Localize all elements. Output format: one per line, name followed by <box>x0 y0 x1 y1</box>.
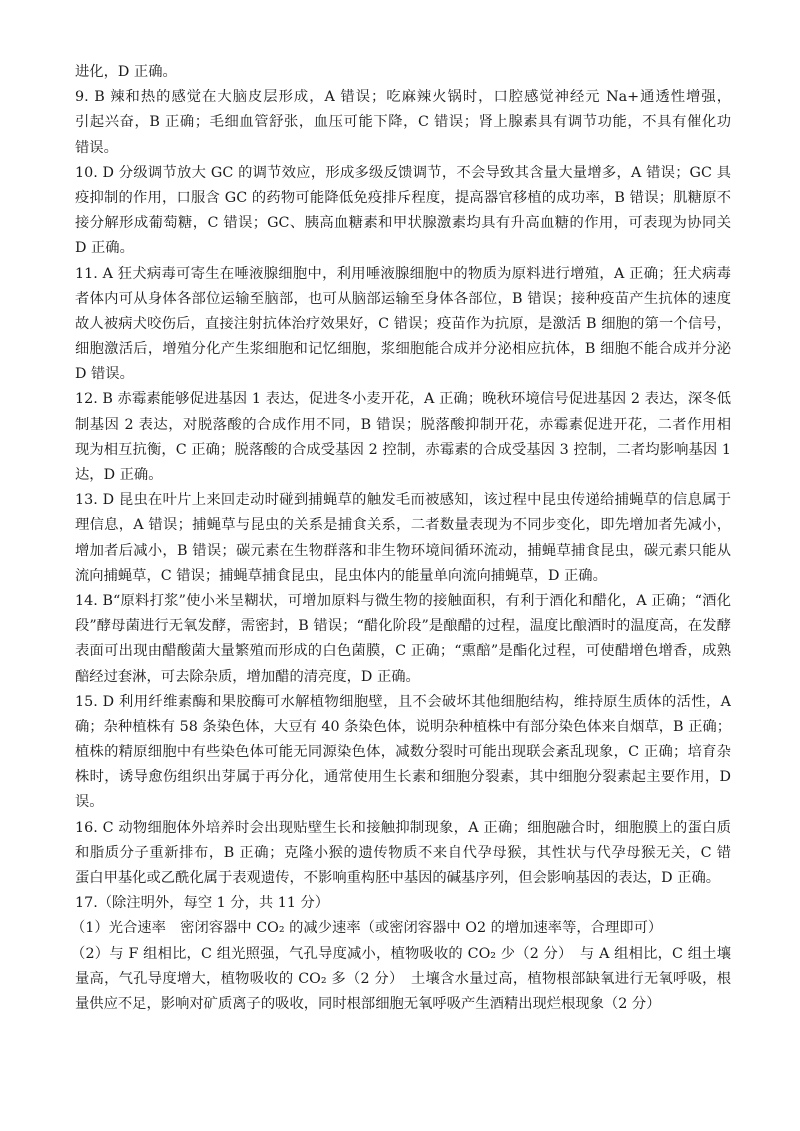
text-line: 细胞激活后，增殖分化产生浆细胞和记忆细胞，浆细胞能合成并分泌相应抗体，B 细胞不能合成并分泌 <box>75 341 731 358</box>
text-line: 和脂质分子重新排布，B 正确；克隆小猴的遗传物质不来自代孕母猴，其性状与代孕母猴无关，C 错 <box>75 844 731 861</box>
text-line: 10. D 分级调节放大 GC 的调节效应，形成多级反馈调节，不会导致其含量大量增多，A 错误；GC 具 <box>75 164 731 181</box>
item-15 <box>75 690 731 816</box>
text-line: 误。 <box>75 794 104 811</box>
item-12 <box>75 387 731 488</box>
text-line: 理信息，A 错误；捕蝇草与昆虫的关系是捕食关系，二者数量表现为不同步变化，即先增加者先减小， <box>75 517 731 534</box>
item-17-header <box>75 891 731 916</box>
text-line: 14. B“原料打浆”使小米呈糊状，可增加原料与微生物的接触面积，有利于酒化和醋化，A 正确；“酒化 <box>75 592 731 609</box>
text-line: 增加者后减小，B 错误；碳元素在生物群落和非生物环境间循环流动，捕蝇草捕食昆虫，碳元素只能从 <box>75 542 731 559</box>
text-line: 醅经过套淋，可去除杂质，增加醋的清亮度，D 正确。 <box>75 668 420 685</box>
text-line: 接分解形成葡萄糖，C 错误；GC、胰高血糖素和甲状腺激素均具有升高血糖的作用，可表现为协同关 <box>75 215 731 232</box>
text-line: 现为相互抗衡，C 正确；脱落酸的合成受基因 2 控制，赤霉素的合成受基因 3 控制，二者均影响基因 1 <box>75 441 731 458</box>
text-line: 故人被病犬咬伤后，直接注射抗体治疗效果好，C 错误；疫苗作为抗原，是激活 B 细胞的第一个信号， <box>75 315 731 332</box>
text-line: 制基因 2 表达，对脱落酸的合成作用不同，B 错误；脱落酸抑制开花，赤霉素促进开花，二者作用相 <box>75 416 731 433</box>
text-line: 株时，诱导愈伤组织出芽属于再分化，通常使用生长素和细胞分裂素，其中细胞分裂素起主要作用，D <box>75 769 731 786</box>
text-line: 11. A 狂犬病毒可寄生在唾液腺细胞中，利用唾液腺细胞中的物质为原料进行增殖，A 正确；狂犬病毒 <box>75 265 731 282</box>
text-line: 疫抑制的作用，口服含 GC 的药物可能降低免疫排斥程度，提高器官移植的成功率，B 错误；肌糖原不 <box>75 189 731 206</box>
text-line: 13. D 昆虫在叶片上来回走动时碰到捕蝇草的触发毛而被感知，该过程中昆虫传递给捕蝇草的信息属于 <box>75 492 731 509</box>
item-10 <box>75 161 731 262</box>
item-17-part-2 <box>71 942 731 1018</box>
item-16 <box>75 816 731 892</box>
text-line: （1）光合速率 密闭容器中 CO₂ 的减少速率（或密闭容器中 O2 的增加速率等，合理即可） <box>71 920 663 937</box>
text-line: 表面可出现由醋酸菌大量繁殖而形成的白色菌膜，C 正确；“熏醅”是酯化过程，可使醋增色增香，成熟 <box>75 643 731 660</box>
text-line: D 正确。 <box>75 240 134 257</box>
text-line: 进化，D 正确。 <box>75 64 177 80</box>
item-14 <box>75 589 731 690</box>
text-line: 引起兴奋，B 正确；毛细血管舒张，血压可能下降，C 错误；肾上腺素具有调节功能，不具有催化功 <box>75 114 731 131</box>
text-line: 量供应不足，影响对矿质离子的吸收，同时根部细胞无氧呼吸产生酒精出现烂根现象（2 分） <box>75 995 661 1012</box>
text-line: 15. D 利用纤维素酶和果胶酶可水解植物细胞壁，且不会破坏其他细胞结构，维持原生质体的活性，A <box>75 693 731 710</box>
item-8-tail <box>75 60 731 85</box>
item-17-part-1 <box>71 916 731 941</box>
text-line: 者体内可从身体各部位运输至脑部，也可从脑部运输至身体各部位，B 错误；接种疫苗产生抗体的速度 <box>75 290 731 307</box>
text-line: D 错误。 <box>75 366 134 383</box>
text-line: 植株的精原细胞中有些染色体可能无同源染色体，减数分裂时可能出现联会紊乱现象，C 正确；培育杂 <box>75 744 731 761</box>
item-11 <box>75 262 731 388</box>
answer-document <box>71 60 731 1017</box>
text-line: 9. B 辣和热的感觉在大脑皮层形成，A 错误；吃麻辣火锅时，口腔感觉神经元 Na+通透性增强， <box>75 89 731 106</box>
text-line: （2）与 F 组相比，C 组光照强，气孔导度减小，植物吸收的 CO₂ 少（2 分） 与 A 组相比，C 组土壤 <box>71 945 731 962</box>
text-line: 达，D 正确。 <box>75 467 163 483</box>
text-line: 蛋白甲基化或乙酰化属于表观遗传，不影响重构胚中基因的碱基序列，但会影响基因的表达，D 正确。 <box>75 870 721 886</box>
text-line: 确；杂种植株有 58 条染色体，大豆有 40 条染色体，说明杂种植株中有部分染色体来自烟草，B 正确； <box>75 718 731 735</box>
text-line: 段”酵母菌进行无氧发酵，需密封，B 错误；“醋化阶段”是酿醋的过程，温度比酿酒时的温度高，在发酵 <box>75 618 731 635</box>
text-line: 12. B 赤霉素能够促进基因 1 表达，促进冬小麦开花，A 正确；晚秋环境信号促进基因 2 表达，深冬低 <box>75 391 731 408</box>
text-line: 16. C 动物细胞体外培养时会出现贴壁生长和接触抑制现象，A 正确；细胞融合时，细胞膜上的蛋白质 <box>75 819 731 836</box>
text-line: 量高，气孔导度增大，植物吸收的 CO₂ 多（2 分） 土壤含水量过高，植物根部缺氧进行无氧呼吸，根 <box>75 970 731 987</box>
item-9 <box>75 85 731 161</box>
text-line: 错误。 <box>75 139 118 156</box>
item-13 <box>75 488 731 589</box>
text-line: 17.（除注明外，每空 1 分，共 11 分） <box>75 895 330 912</box>
text-line: 流向捕蝇草，C 错误；捕蝇草捕食昆虫，昆虫体内的能量单向流向捕蝇草，D 正确。 <box>75 567 607 584</box>
